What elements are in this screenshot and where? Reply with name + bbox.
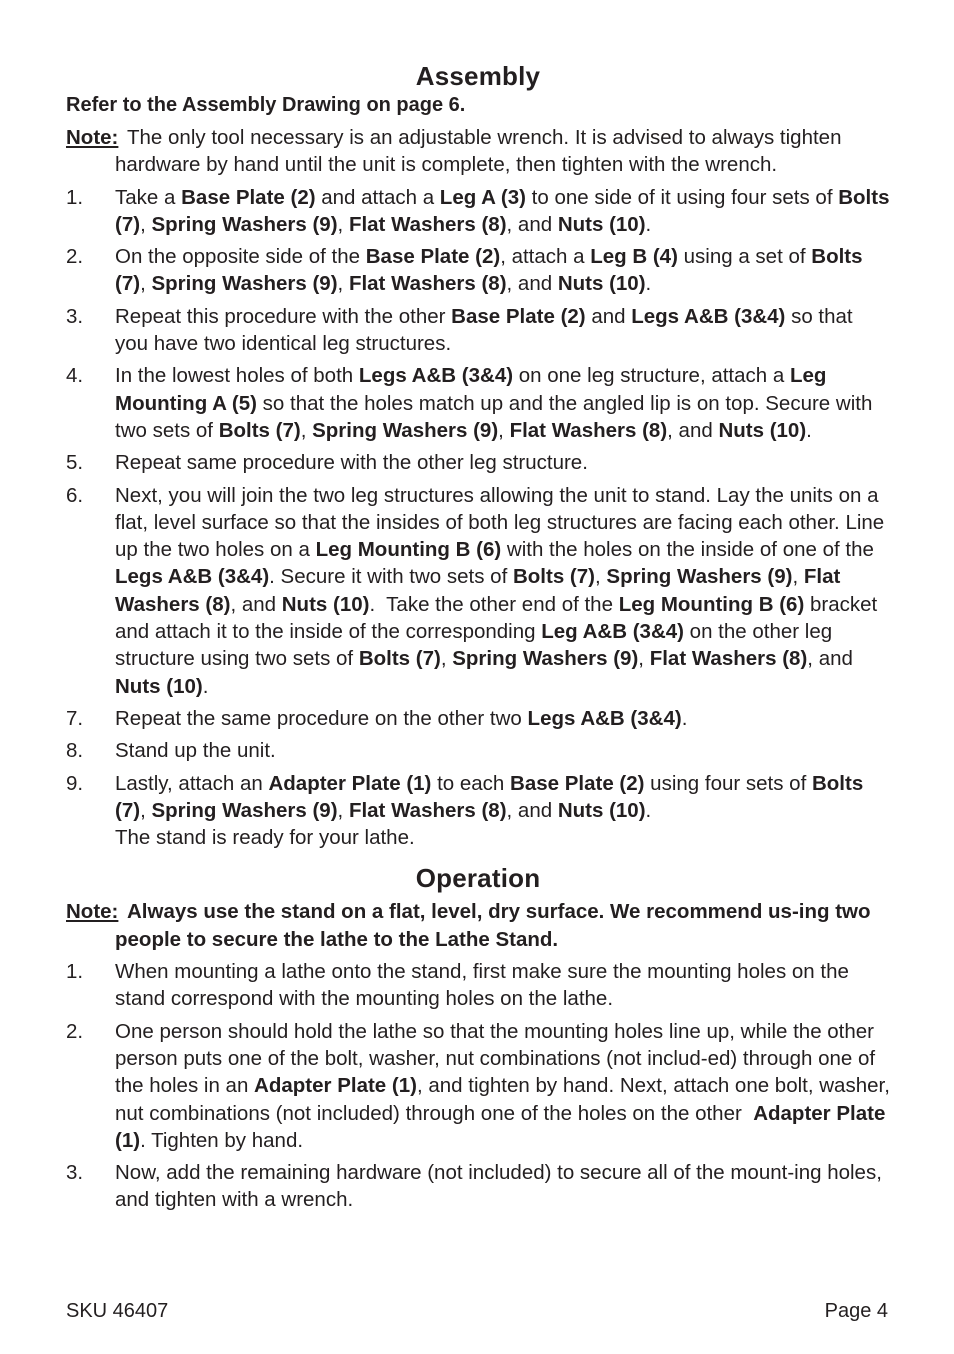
sku-label: SKU 46407 <box>66 1300 169 1322</box>
page-footer <box>66 1300 888 1323</box>
assembly-step-3 <box>66 303 890 358</box>
assembly-steps-list <box>66 184 890 852</box>
assembly-step-5 <box>66 449 890 476</box>
step-text: Repeat this procedure with the other Base Plate (2) and Legs A&B (3&4) so that you have two identical leg structures. <box>115 304 853 356</box>
assembly-note <box>66 124 890 179</box>
step-number: 1. <box>66 185 84 209</box>
assembly-heading: Assembly <box>415 61 541 91</box>
operation-heading: Operation <box>415 863 541 894</box>
step-text: Now, add the remaining hardware (not included) to secure all of the mount-ing holes, and tighten with a wrench. <box>115 1161 882 1212</box>
step-text: One person should hold the lathe so that the mounting holes line up, while the other person puts one of the bolt, washer, nut combinations (not includ-ed) through one of the holes in an Adapter Plate (1), and tighten by hand. Next, attach one bolt, washer, nut combinations (not included) through one of the holes on the other Adapter Plate (1). Tighten by hand. <box>115 1019 890 1152</box>
operation-steps-list <box>66 958 890 1214</box>
step-number: 3. <box>66 304 84 328</box>
assembly-step-1 <box>66 184 890 239</box>
step-number: 7. <box>66 706 84 730</box>
step-text: Lastly, attach an Adapter Plate (1) to each Base Plate (2) using four sets of Bolts (7), Spring Washers (9), Flat Washers (8), and Nuts (10). The stand is ready for your lathe. <box>115 771 864 850</box>
step-number: 2. <box>66 245 84 269</box>
step-number: 9. <box>66 771 84 795</box>
operation-step-1 <box>66 958 890 1013</box>
step-number: 3. <box>66 1161 84 1185</box>
page-number: Page 4 <box>824 1300 888 1322</box>
assembly-step-6 <box>66 482 890 700</box>
step-text: Stand up the unit. <box>115 739 276 763</box>
step-text: When mounting a lathe onto the stand, first make sure the mounting holes on the stand correspond with the mounting holes on the lathe. <box>115 960 849 1011</box>
operation-step-2 <box>66 1018 890 1154</box>
step-number: 5. <box>66 451 84 475</box>
step-text: In the lowest holes of both Legs A&B (3&4) on one leg structure, attach a Leg Mounting A (5) so that the holes match up and the angled lip is on top. Secure with two sets of Bolts (7), Spring Washers (9), Flat Washers (8), and Nuts (10). <box>115 364 873 442</box>
refer-drawing-text: Refer to the Assembly Drawing on page 6. <box>66 94 466 116</box>
step-number: 4. <box>66 364 84 388</box>
assembly-step-7 <box>66 705 890 732</box>
assembly-step-9 <box>66 770 890 852</box>
step-text: Take a Base Plate (2) and attach a Leg A (3) to one side of it using four sets of Bolts (7), Spring Washers (9), Flat Washers (8), and Nuts (10). <box>115 185 890 236</box>
manual-page <box>66 0 890 1214</box>
step-number: 2. <box>66 1019 84 1043</box>
note-label: Note: <box>66 126 119 149</box>
step-text: Repeat the same procedure on the other two Legs A&B (3&4). <box>115 706 688 730</box>
operation-note <box>66 898 890 953</box>
assembly-step-8 <box>66 737 890 764</box>
operation-step-3 <box>66 1159 890 1214</box>
step-text: Repeat same procedure with the other leg structure. <box>115 451 588 475</box>
step-text: On the opposite side of the Base Plate (2), attach a Leg B (4) using a set of Bolts (7), Spring Washers (9), Flat Washers (8), and Nuts (10). <box>115 245 863 296</box>
step-number: 8. <box>66 739 84 763</box>
step-number: 1. <box>66 960 84 984</box>
step-number: 6. <box>66 483 84 507</box>
operation-note-text: Always use the stand on a flat, level, dry surface. We recommend us-ing two people to secure the lathe to the Lathe Stand. <box>115 900 871 951</box>
note-label: Note: <box>66 900 119 924</box>
assembly-step-2 <box>66 243 890 298</box>
assembly-step-4 <box>66 362 890 444</box>
step-text: Next, you will join the two leg structures allowing the unit to stand. Lay the units on a flat, level surface so that the insides of both leg structures are facing each other. Line up the two holes on a Leg Mounting B (6) with the holes on the inside of one of the Legs A&B (3&4). Secure it with two sets of Bolts (7), Spring Washers (9), Flat Washers (8), and Nuts (10). Take the other end of the Leg Mounting B (6) bracket and attach it to the inside of the corresponding Leg A&B (3&4) on the other leg structure using two sets of Bolts (7), Spring Washers (9), Flat Washers (8), and Nuts (10). <box>115 483 885 698</box>
assembly-note-text: The only tool necessary is an adjustable wrench. It is advised to always tighten hardware by hand until the unit is complete, then tighten with the wrench. <box>115 126 842 177</box>
